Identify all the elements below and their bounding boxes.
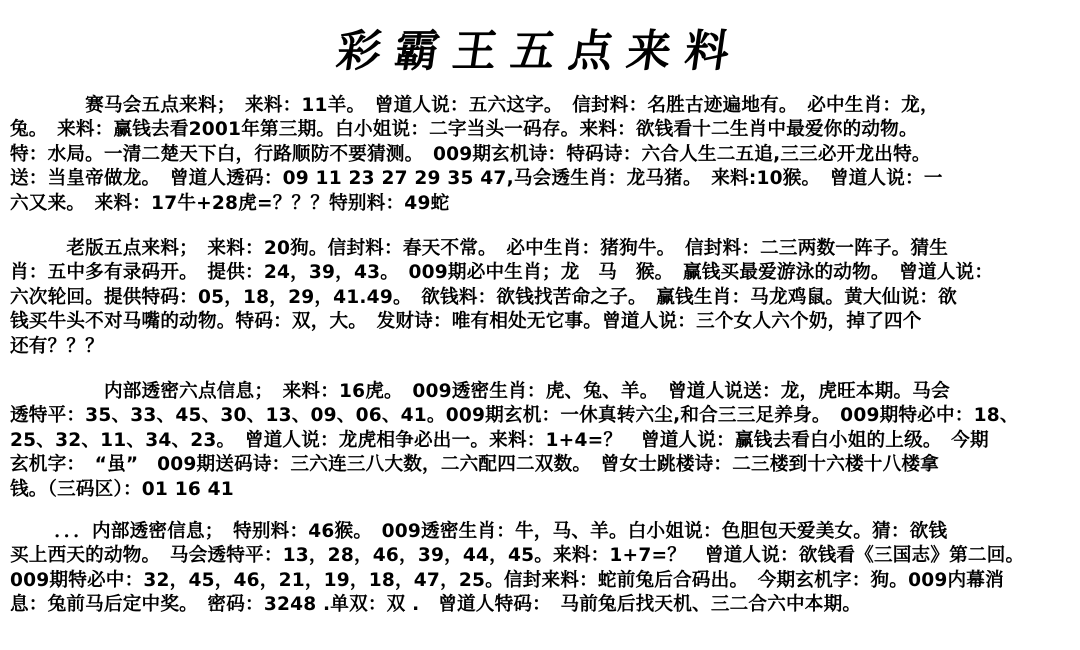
text-line: 钱买牛头不对马嘴的动物。特码：双，大。 发财诗：唯有相处无它事。曾道人说：三个女人六个奶，掉了四个: [10, 311, 922, 333]
text-line: 老版五点来料； 来料：20狗。信封料：春天不常。 必中生肖：猪狗牛。 信封料：二三两数一阵子。猜生: [10, 238, 949, 259]
info-block-saimahui: [10, 94, 1070, 216]
text-line: 赛马会五点来料； 来料：11羊。 曾道人说：五六这字。 信封料：名胜古迹遍地有。 必中生肖：龙，: [10, 95, 939, 116]
text-line: 009期特必中：32，45，46，21，19，18，47，25。信封来料：蛇前兔后合码出。 今期玄机字：狗。009内幕消: [10, 569, 1004, 591]
text-line: 25、32、11、34、23。 曾道人说：龙虎相争必出一。来料：1+4=？ 曾道人说：赢钱去看白小姐的上级。 今期: [10, 429, 989, 451]
text-line: ．．．内部透密信息； 特别料：46猴。 009透密生肖：牛，马、羊。白小姐说：色胆包天爱美女。猜：欲钱: [10, 521, 948, 542]
text-line: 还有？？？: [10, 335, 104, 357]
text-line: 六又来。 来料：17牛+28虎=？？？特别料：49蛇: [10, 192, 450, 214]
text-line: 六次轮回。提供特码：05，18，29，41.49。 欲钱料：欲钱找苦命之子。 赢钱生肖：马龙鸡鼠。黄大仙说：欲: [10, 286, 957, 308]
text-line: 玄机字： “虽” 009期送码诗：三六连三八大数，二六配四二双数。 曾女士跳楼诗：二三楼到十六楼十八楼拿: [10, 454, 939, 476]
text-line: 买上西天的动物。 马会透特平：13，28，46，39，44，45。来料：1+7=？ 曾道人说：欲钱看《三国志》第二回。: [10, 545, 1025, 567]
info-block-neibu: [10, 520, 1070, 618]
text-line: 送：当皇帝做龙。 曾道人透码：09 11 23 27 29 35 47,马会透生肖：龙马猪。 来料:10猴。 曾道人说：一: [10, 168, 943, 190]
text-line: 兔。 来料：赢钱去看2001年第三期。白小姐说：二字当头一码存。来料：欲钱看十二生肖中最爱你的动物。: [10, 119, 918, 141]
text-line: 肖：五中多有录码开。 提供：24，39，43。 009期必中生肖；龙 马 猴。 赢钱买最爱游泳的动物。 曾道人说：: [10, 262, 994, 284]
info-block-neibu-liudian: [10, 380, 1070, 502]
page-title: 彩霸王五点来料: [333, 26, 747, 77]
info-block-laoban: [10, 237, 1070, 359]
text-line: 钱。（三码区）：01 16 41: [10, 478, 234, 500]
text-line: 内部透密六点信息； 来料：16虎。 009透密生肖：虎、兔、羊。 曾道人说送：龙，虎旺本期。马会: [10, 381, 950, 402]
text-line: 特：水局。一清二楚天下白，行路顺防不要猜测。 009期玄机诗：特码诗：六合人生二五追,三三必开龙出特。: [10, 143, 931, 165]
text-line: 透特平：35、33、45、30、13、09、06、41。009期玄机：一休真转六尘,和合三三足养身。 009期特必中：18、: [10, 405, 1019, 427]
text-line: 息：兔前马后定中奖。 密码：3248 .单双：双 . 曾道人特码： 马前兔后找天机、三二合六中本期。: [10, 594, 862, 616]
